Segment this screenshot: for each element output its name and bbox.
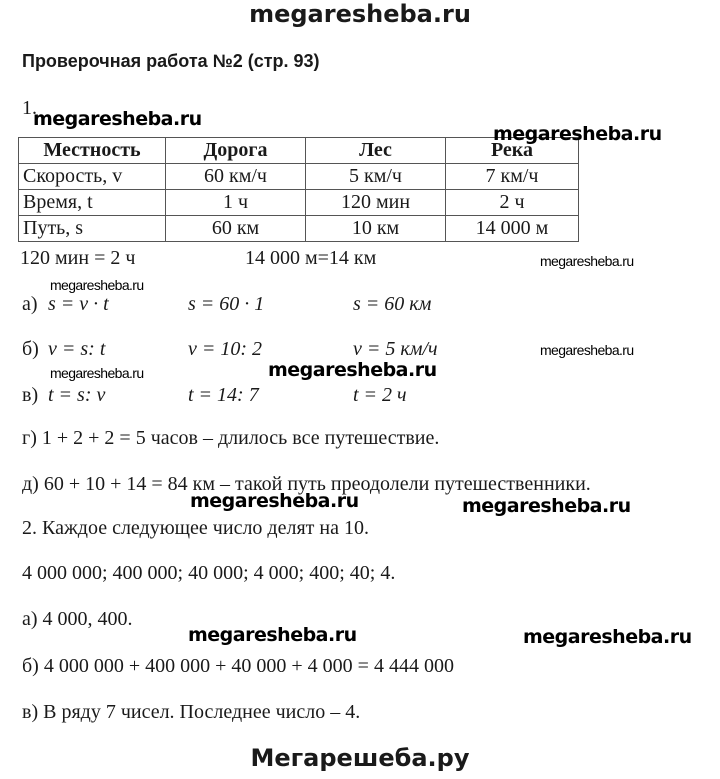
- data-table: [18, 137, 579, 242]
- step-a-calc: [188, 294, 264, 314]
- watermark: megaresheba.ru: [33, 108, 202, 130]
- step-b-calc: [188, 339, 262, 359]
- formula: t = s: v: [48, 384, 106, 406]
- table-header: Река: [446, 138, 579, 164]
- table-cell: 10 км: [306, 216, 446, 242]
- calc: t = 14: 7: [188, 384, 259, 406]
- table-cell: Время, t: [19, 190, 166, 216]
- step-a-label: а): [22, 293, 38, 315]
- step-v-label: в): [22, 384, 39, 406]
- table-header: Местность: [19, 138, 166, 164]
- task2-intro: 2. Каждое следующее число делят на 10.: [22, 517, 369, 539]
- step-b-result: [353, 339, 438, 359]
- result: t = 2 ч: [353, 384, 407, 406]
- watermark: megaresheba.ru: [540, 253, 634, 269]
- table-row: [19, 164, 579, 190]
- table-cell: 1 ч: [166, 190, 306, 216]
- step-b-formula: [48, 339, 105, 359]
- watermark: megaresheba.ru: [188, 624, 357, 646]
- table-header: Дорога: [166, 138, 306, 164]
- table-cell: 14 000 м: [446, 216, 579, 242]
- watermark: megaresheba.ru: [190, 490, 359, 512]
- formula: v = s: t: [48, 338, 106, 360]
- task1-label: 1.: [22, 97, 37, 119]
- table-header: Лес: [306, 138, 446, 164]
- watermark: megaresheba.ru: [50, 365, 144, 381]
- conversion-distance: 14 000 м=14 км: [245, 247, 377, 269]
- table-cell: 7 км/ч: [446, 164, 579, 190]
- step-b-label: б): [22, 338, 39, 360]
- step-a-formula: [48, 294, 109, 314]
- task2-v: в) В ряду 7 чисел. Последнее число – 4.: [22, 701, 361, 723]
- formula: s = v · t: [48, 293, 109, 315]
- task2-b: б) 4 000 000 + 400 000 + 40 000 + 4 000 = 4 444 000: [22, 655, 454, 677]
- watermark: megaresheba.ru: [50, 277, 144, 293]
- result: s = 60 км: [353, 293, 432, 315]
- task2-sequence: 4 000 000; 400 000; 40 000; 4 000; 400; 40; 4.: [22, 562, 396, 584]
- conversion-time: 120 мин = 2 ч: [20, 247, 136, 269]
- task2-a: а) 4 000, 400.: [22, 608, 133, 630]
- step-v-calc: [188, 385, 259, 405]
- table-cell: 120 мин: [306, 190, 446, 216]
- watermark: megaresheba.ru: [493, 123, 662, 145]
- watermark: megaresheba.ru: [523, 626, 692, 648]
- step-v-result: [353, 385, 407, 405]
- step-v-formula: [48, 385, 105, 405]
- footer-title: Мегарешеба.ру: [250, 744, 470, 772]
- calc: v = 10: 2: [188, 338, 263, 360]
- watermark: megaresheba.ru: [540, 342, 634, 358]
- result: v = 5 км/ч: [353, 338, 438, 360]
- table-cell: 2 ч: [446, 190, 579, 216]
- table-cell: 5 км/ч: [306, 164, 446, 190]
- table-cell: 60 км/ч: [166, 164, 306, 190]
- line-d: д) 60 + 10 + 14 = 84 км – такой путь преодолели путешественники.: [22, 473, 591, 495]
- table-cell: Скорость, v: [19, 164, 166, 190]
- watermark: megaresheba.ru: [268, 359, 437, 381]
- table-cell: 60 км: [166, 216, 306, 242]
- watermark: megaresheba.ru: [462, 495, 631, 517]
- line-g: г) 1 + 2 + 2 = 5 часов – длилось все путешествие.: [22, 427, 440, 449]
- table-row: [19, 216, 579, 242]
- step-a-result: [353, 294, 431, 314]
- table-cell: Путь, s: [19, 216, 166, 242]
- site-title: megaresheba.ru: [249, 0, 471, 28]
- page-heading: Проверочная работа №2 (стр. 93): [22, 51, 320, 71]
- calc: s = 60 · 1: [188, 293, 265, 315]
- table-row: [19, 190, 579, 216]
